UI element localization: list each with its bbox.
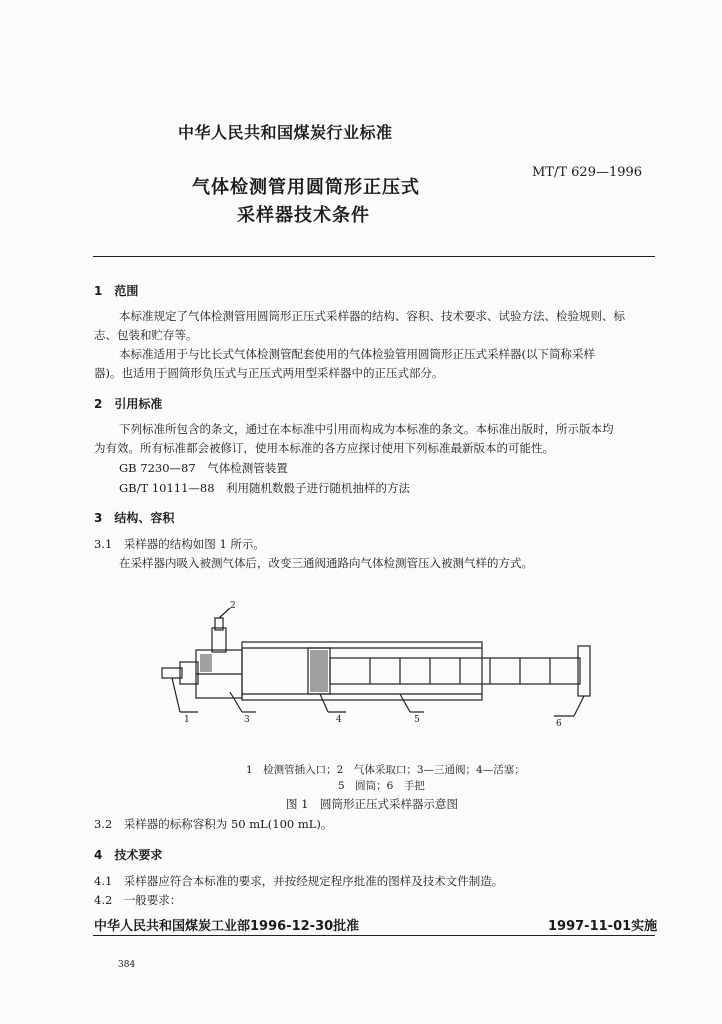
label-3: 3 (244, 715, 250, 725)
document-title-line1: 气体检测管用圆筒形正压式 (192, 177, 420, 198)
clause-3-1: 3.1 采样器的结构如图 1 所示。 (94, 537, 265, 551)
gas-intake-port (212, 628, 226, 652)
section-1-para1-line1: 本标准规定了气体检测管用圆筒形正压式采样器的结构、容积、技术要求、试验方法、检验规则、标 (119, 309, 625, 323)
figure-legend-line2: 5 圆筒；6 手把 (338, 780, 425, 792)
piston-rod (330, 658, 580, 684)
section-2-para-line2: 为有效。所有标准都会被修订，使用本标准的各方应探讨使用下列标准最新版本的可能性。 (94, 441, 554, 455)
figure-title: 图 1 圆筒形正压式采样器示意图 (286, 797, 458, 811)
label-5: 5 (414, 715, 420, 725)
label-4: 4 (336, 715, 342, 725)
clause-3-1-para: 在采样器内吸入被测气体后，改变三通阀通路向气体检测管压入被测气样的方式。 (119, 556, 533, 570)
section-1-para1-line2: 志、包装和贮存等。 (94, 328, 198, 342)
figure-legend-line1: 1 检测管插入口；2 气体采取口；3—三通阀；4—活塞； (246, 764, 525, 776)
standard-code: MT/T 629—1996 (532, 165, 643, 180)
clause-4-1: 4.1 采样器应符合本标准的要求，并按经规定程序批准的图样及技术文件制造。 (94, 874, 504, 888)
label-2: 2 (230, 601, 236, 611)
clause-3-2: 3.2 采样器的标称容积为 50 mL(100 mL)。 (94, 817, 333, 831)
section-4-heading: 4 技术要求 (94, 848, 163, 862)
cylinder (242, 642, 482, 700)
section-2-para-line1: 下列标准所包含的条文，通过在本标准中引用而构成为本标准的条文。本标准出版时，所示版本均 (119, 422, 614, 436)
section-3-heading: 3 结构、容积 (94, 511, 175, 525)
section-1-para2-line2: 器)。也适用于圆筒形负压式与正压式两用型采样器中的正压式部分。 (94, 366, 444, 380)
inlet-fitting (180, 662, 198, 684)
label-1: 1 (184, 715, 190, 725)
issuing-organization: 中华人民共和国煤炭行业标准 (178, 123, 393, 142)
page-number: 384 (118, 960, 136, 970)
inlet-nozzle (162, 668, 182, 678)
label-6: 6 (556, 719, 562, 729)
document-title-line2: 采样器技术条件 (237, 205, 370, 226)
footer-rule (93, 935, 655, 936)
approval-statement: 中华人民共和国煤炭工业部1996-12-30批准 (94, 919, 360, 934)
header-rule (93, 256, 655, 257)
section-1-para2-line1: 本标准适用于与比长式气体检测管配套使用的气体检验管用圆筒形正压式采样器(以下简称采样 (119, 347, 595, 361)
section-2-heading: 2 引用标准 (94, 397, 163, 411)
sampler-diagram (150, 600, 610, 735)
implementation-date: 1997-11-01实施 (548, 919, 658, 934)
reference-gb7230: GB 7230—87 气体检测管装置 (119, 461, 288, 475)
section-1-heading: 1 范围 (94, 284, 139, 298)
reference-gbt10111: GB/T 10111—88 利用随机数骰子进行随机抽样的方法 (119, 481, 411, 495)
clause-4-2: 4.2 一般要求： (94, 893, 182, 907)
